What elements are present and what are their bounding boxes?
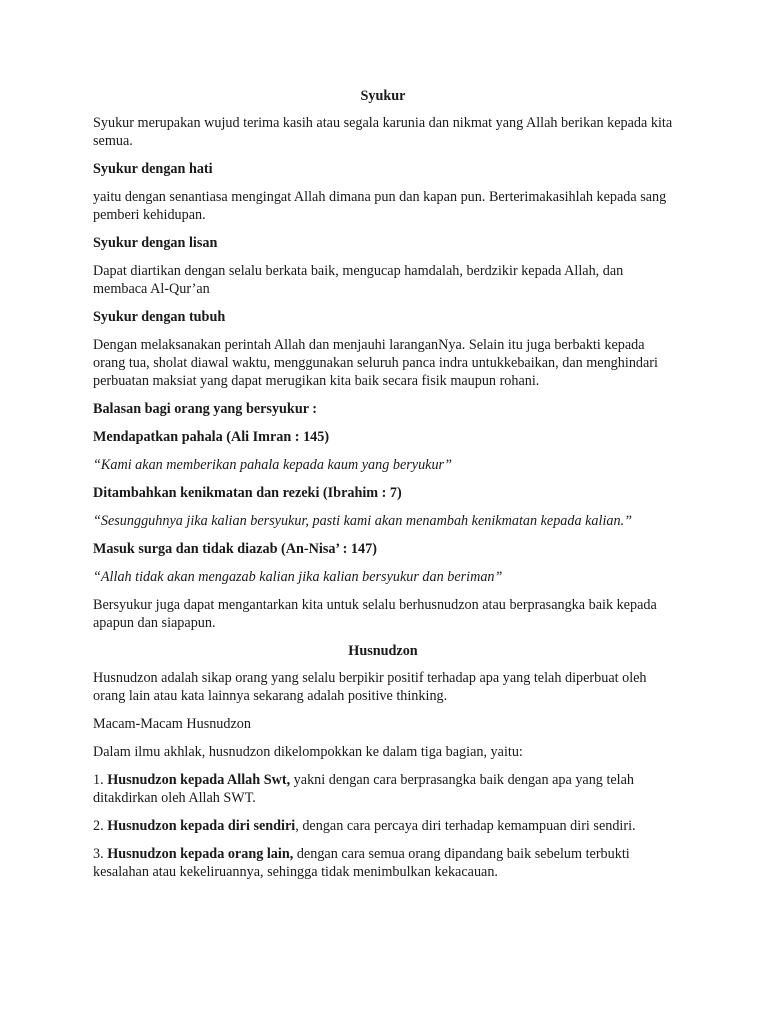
list-item-number: 2. [93,818,108,834]
list-item-number: 3. [93,846,108,862]
reward-quote-surga: “Allah tidak akan mengazab kalian jika kalian bersyukur dan beriman” [93,569,503,585]
section-heading-hati: Syukur dengan hati [93,161,213,177]
macam-heading: Macam-Macam Husnudzon [93,716,251,732]
reward-heading-pahala: Mendapatkan pahala (Ali Imran : 145) [93,429,330,445]
intro-paragraph: Syukur merupakan wujud terima kasih atau segala karunia dan nikmat yang Allah berikan kepada kita semua. [93,115,673,149]
husnudzon-intro: Husnudzon adalah sikap orang yang selalu berpikir positif terhadap apa yang telah diperbuat oleh orang lain atau kata lainnya sekarang adalah positive thinking. [93,670,647,704]
balasan-heading: Balasan bagi orang yang bersyukur : [93,401,318,417]
list-item-bold: Husnudzon kepada diri sendiri [107,818,296,834]
section-text-tubuh: Dengan melaksanakan perintah Allah dan menjauhi laranganNya. Selain itu juga berbakti kepada orang tua, sholat diawal waktu, menggunakan seluruh panca indra untukkebaikan, dan menghindari perbuatan maksiat yang dapat merugikan kita baik secara fisik maupun rohani. [93,337,658,389]
list-item-bold: Husnudzon kepada orang lain, [107,846,294,862]
list-item-text: , dengan cara percaya diri terhadap kemampuan diri sendiri. [295,818,636,834]
list-item-bold: Husnudzon kepada Allah Swt, [107,772,291,788]
list-item [93,817,673,835]
reward-quote-pahala: “Kami akan memberikan pahala kepada kaum yang beryukur” [93,457,452,473]
husnudzon-title: Husnudzon [348,643,418,659]
section-text-hati: yaitu dengan senantiasa mengingat Allah dimana pun dan kapan pun. Berterimakasihlah kepada sang pemberi kehidupan. [93,189,667,223]
macam-intro: Dalam ilmu akhlak, husnudzon dikelompokkan ke dalam tiga bagian, yaitu: [93,744,523,760]
list-item [93,771,673,807]
document-title: Syukur [360,88,406,104]
section-heading-tubuh: Syukur dengan tubuh [93,309,226,325]
section-heading-lisan: Syukur dengan lisan [93,235,218,251]
reward-heading-surga: Masuk surga dan tidak diazab (An-Nisa’ : 147) [93,541,377,557]
list-item-text: yakni dengan cara berprasangka baik dengan apa yang telah ditakdirkan oleh Allah SWT. [93,772,635,806]
closing-paragraph: Bersyukur juga dapat mengantarkan kita untuk selalu berhusnudzon atau berprasangka baik kepada apapun dan siapapun. [93,597,657,631]
list-item [93,845,673,881]
list-item-text: dengan cara semua orang dipandang baik sebelum terbukti kesalahan atau kekeliruannya, sehingga tidak menimbulkan kekacauan. [93,846,630,880]
document-page [93,87,673,891]
reward-quote-kenikmatan: “Sesungguhnya jika kalian bersyukur, pasti kami akan menambah kenikmatan kepada kalian.” [93,513,633,529]
section-text-lisan: Dapat diartikan dengan selalu berkata baik, mengucap hamdalah, berdzikir kepada Allah, dan membaca Al-Qur’an [93,263,624,297]
list-item-number: 1. [93,772,108,788]
reward-heading-kenikmatan: Ditambahkan kenikmatan dan rezeki (Ibrahim : 7) [93,485,402,501]
